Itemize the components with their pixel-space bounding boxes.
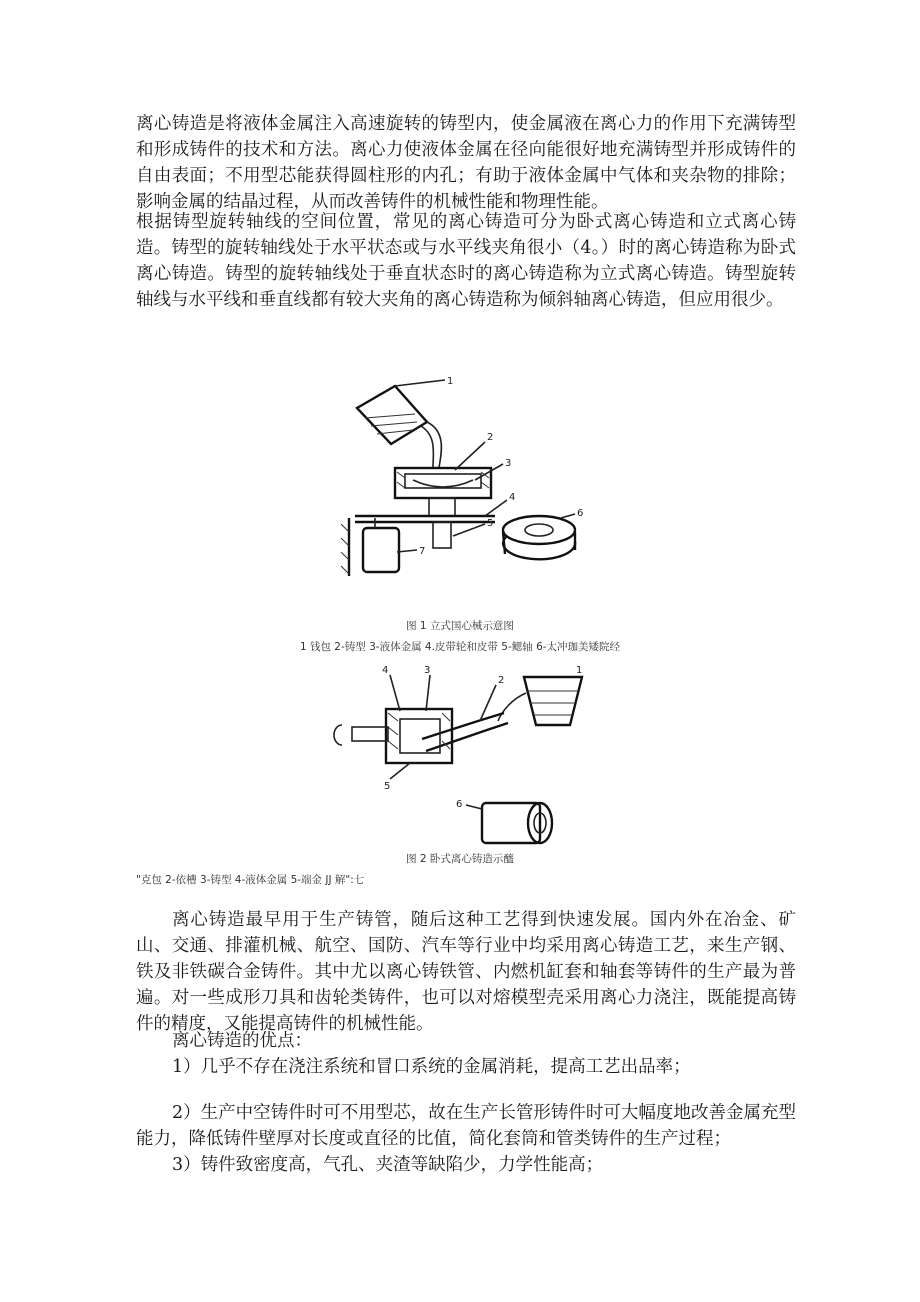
advantage-item-2: 2）生产中空铸件时可不用型芯，故在生产长管形铸件时可大幅度地改善金属充型能力，降低铸件壁厚对长度或直径的比值，简化套筒和管类铸件的生产过程；	[136, 1103, 796, 1149]
fig2-label-6: 6	[456, 799, 463, 810]
fig1-label-6: 6	[577, 508, 584, 519]
fig2-label-1: 1	[576, 665, 583, 676]
advantage-item-1: 1）几乎不存在浇注系统和冒口系统的金属消耗，提高工艺出品率；	[172, 1057, 691, 1077]
fig1-label-2: 2	[487, 432, 494, 443]
fig1-label-1: 1	[447, 376, 454, 387]
fig2-label-4: 4	[382, 665, 389, 676]
figure-1-legend: 1 钱包 2-铸型 3-液体金属 4.皮带轮和皮带 5-鳃轴 6-太冲珈美矮院经	[299, 641, 621, 653]
fig1-label-5: 5	[487, 518, 494, 529]
figure-1-diagram	[335, 368, 595, 588]
advantages-heading: 离心铸造的优点：	[172, 1031, 312, 1051]
fig2-label-2: 2	[498, 675, 505, 686]
fig1-label-3: 3	[505, 458, 512, 469]
paragraph-intro: 离心铸造是将液体金属注入高速旋转的铸型内，使金属液在离心力的作用下充满铸型和形成铸件的技术和方法。离心力使液体金属在径向能很好地充满铸型并形成铸件的自由表面；不用型芯能获得圆柱形的内孔；有助于液体金属中气体和夹杂物的排除；影响金属的结晶过程，从而改善铸件的机械性能和物理性能。	[136, 114, 796, 212]
fig1-label-7: 7	[419, 546, 426, 557]
fig1-label-4: 4	[509, 492, 516, 503]
figure-1-caption: 图 1 立式国心械示意图	[406, 620, 514, 632]
figure-2-legend: "克包 2-依槽 3-铸型 4-液体金属 5-端金 JJ 解":七	[136, 874, 365, 886]
figure-2-diagram	[330, 655, 600, 845]
fig2-label-5: 5	[384, 781, 391, 792]
paragraph-applications: 离心铸造最早用于生产铸管，随后这种工艺得到快速发展。国内外在冶金、矿山、交通、排灌机械、航空、国防、汽车等行业中均采用离心铸造工艺，来生产钢、铁及非铁碳合金铸件。其中尤以离心铸铁管、内燃机缸套和轴套等铸件的生产最为普遍。对一些成形刀具和齿轮类铸件，也可以对熔模型壳采用离心力浇注，既能提高铸件的精度，又能提高铸件的机械性能。	[136, 910, 796, 1034]
advantage-item-3: 3）铸件致密度高，气孔、夹渣等缺陷少，力学性能高；	[172, 1155, 604, 1175]
fig2-label-3: 3	[424, 665, 431, 676]
figure-2-caption: 图 2 卧式离心铸造示醯	[406, 853, 514, 865]
paragraph-classification: 根据铸型旋转轴线的空间位置，常见的离心铸造可分为卧式离心铸造和立式离心铸造。铸型的旋转轴线处于水平状态或与水平线夹角很小（4。）时的离心铸造称为卧式离心铸造。铸型的旋转轴线处于垂直状态时的离心铸造称为立式离心铸造。铸型旋转轴线与水平线和垂直线都有较大夹角的离心铸造称为倾斜轴离心铸造，但应用很少。	[136, 212, 796, 310]
